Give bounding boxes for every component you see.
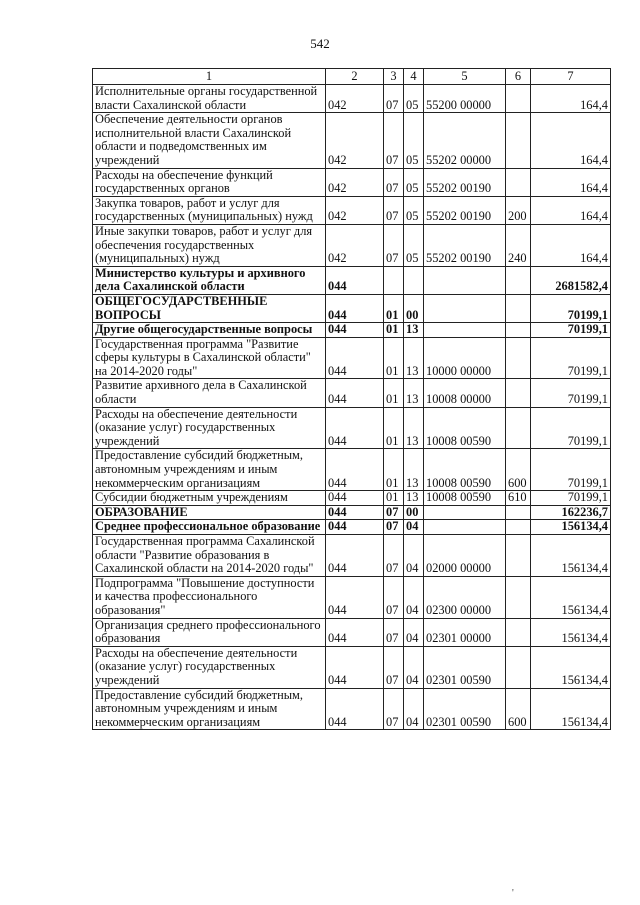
row-vr-cell xyxy=(506,113,531,168)
col-header-sum: 7 xyxy=(531,69,611,85)
row-ved-cell: 044 xyxy=(326,646,384,688)
table-row xyxy=(93,113,611,168)
row-pr-cell: 05 xyxy=(404,85,424,113)
row-ved-cell: 042 xyxy=(326,224,384,266)
row-name-cell: ОБЩЕГОСУДАРСТВЕННЫЕ ВОПРОСЫ xyxy=(93,294,326,322)
row-csr-cell: 02000 00000 xyxy=(424,535,506,577)
col-header-pr: 4 xyxy=(404,69,424,85)
table-row xyxy=(93,294,611,322)
table-row xyxy=(93,505,611,520)
row-pr-cell: 13 xyxy=(404,407,424,449)
row-sum-cell: 162236,7 xyxy=(531,505,611,520)
row-pr-cell xyxy=(404,266,424,294)
scan-mark: ' xyxy=(512,888,514,899)
row-rz-cell xyxy=(384,266,404,294)
row-sum-cell: 164,4 xyxy=(531,113,611,168)
row-sum-cell: 164,4 xyxy=(531,168,611,196)
row-sum-cell: 70199,1 xyxy=(531,407,611,449)
row-sum-cell: 164,4 xyxy=(531,224,611,266)
row-name-cell: Закупка товаров, работ и услуг для государственных (муниципальных) нужд xyxy=(93,196,326,224)
row-name-cell: Расходы на обеспечение деятельности (оказание услуг) государственных учреждений xyxy=(93,407,326,449)
row-sum-cell: 2681582,4 xyxy=(531,266,611,294)
row-vr-cell xyxy=(506,618,531,646)
page-number: 542 xyxy=(310,36,330,51)
row-vr-cell: 240 xyxy=(506,224,531,266)
row-pr-cell: 04 xyxy=(404,618,424,646)
row-csr-cell: 10008 00000 xyxy=(424,379,506,407)
row-pr-cell: 00 xyxy=(404,505,424,520)
table-row xyxy=(93,491,611,506)
row-ved-cell: 044 xyxy=(326,576,384,618)
row-sum-cell: 164,4 xyxy=(531,85,611,113)
row-name-cell: Развитие архивного дела в Сахалинской области xyxy=(93,379,326,407)
row-csr-cell: 02301 00590 xyxy=(424,688,506,730)
row-vr-cell xyxy=(506,168,531,196)
row-name-cell: Исполнительные органы государственной власти Сахалинской области xyxy=(93,85,326,113)
row-ved-cell: 042 xyxy=(326,85,384,113)
row-pr-cell: 04 xyxy=(404,535,424,577)
row-vr-cell xyxy=(506,520,531,535)
row-rz-cell: 01 xyxy=(384,337,404,379)
table-row xyxy=(93,85,611,113)
row-csr-cell: 02301 00000 xyxy=(424,618,506,646)
row-sum-cell: 156134,4 xyxy=(531,576,611,618)
row-name-cell: Государственная программа "Развитие сферы культуры в Сахалинской области" на 2014-2020 годы" xyxy=(93,337,326,379)
row-rz-cell: 07 xyxy=(384,535,404,577)
row-csr-cell xyxy=(424,505,506,520)
row-sum-cell: 70199,1 xyxy=(531,294,611,322)
row-name-cell: Министерство культуры и архивного дела Сахалинской области xyxy=(93,266,326,294)
row-pr-cell: 04 xyxy=(404,688,424,730)
row-rz-cell: 07 xyxy=(384,113,404,168)
col-header-vr: 6 xyxy=(506,69,531,85)
row-vr-cell xyxy=(506,505,531,520)
row-pr-cell: 13 xyxy=(404,449,424,491)
row-sum-cell: 70199,1 xyxy=(531,449,611,491)
row-csr-cell: 10008 00590 xyxy=(424,449,506,491)
row-csr-cell: 55202 00190 xyxy=(424,168,506,196)
row-rz-cell: 01 xyxy=(384,323,404,338)
row-vr-cell: 610 xyxy=(506,491,531,506)
row-name-cell: Расходы на обеспечение деятельности (оказание услуг) государственных учреждений xyxy=(93,646,326,688)
row-ved-cell: 044 xyxy=(326,535,384,577)
row-rz-cell: 07 xyxy=(384,520,404,535)
row-ved-cell: 044 xyxy=(326,505,384,520)
row-csr-cell: 55202 00000 xyxy=(424,113,506,168)
col-header-name: 1 xyxy=(93,69,326,85)
row-rz-cell: 01 xyxy=(384,449,404,491)
row-name-cell: Предоставление субсидий бюджетным, автономным учреждениям и иным некоммерческим организациям xyxy=(93,688,326,730)
row-ved-cell: 044 xyxy=(326,407,384,449)
table-row xyxy=(93,224,611,266)
budget-table xyxy=(92,68,611,730)
row-pr-cell: 13 xyxy=(404,491,424,506)
row-vr-cell xyxy=(506,576,531,618)
row-vr-cell xyxy=(506,646,531,688)
row-csr-cell: 02300 00000 xyxy=(424,576,506,618)
row-rz-cell: 07 xyxy=(384,688,404,730)
row-name-cell: Обеспечение деятельности органов исполнительной власти Сахалинской области и подведомственных им учреждений xyxy=(93,113,326,168)
row-name-cell: Подпрограмма "Повышение доступности и качества профессионального образования" xyxy=(93,576,326,618)
table-row xyxy=(93,618,611,646)
table-header-row xyxy=(93,69,611,85)
row-name-cell: Государственная программа Сахалинской области "Развитие образования в Сахалинской области на 2014-2020 годы" xyxy=(93,535,326,577)
row-name-cell: Предоставление субсидий бюджетным, автономным учреждениям и иным некоммерческим организациям xyxy=(93,449,326,491)
row-ved-cell: 042 xyxy=(326,113,384,168)
row-sum-cell: 156134,4 xyxy=(531,646,611,688)
row-csr-cell xyxy=(424,323,506,338)
row-ved-cell: 044 xyxy=(326,294,384,322)
row-pr-cell: 13 xyxy=(404,337,424,379)
row-ved-cell: 042 xyxy=(326,196,384,224)
row-sum-cell: 70199,1 xyxy=(531,491,611,506)
col-header-ved: 2 xyxy=(326,69,384,85)
row-pr-cell: 05 xyxy=(404,113,424,168)
row-ved-cell: 044 xyxy=(326,449,384,491)
row-csr-cell xyxy=(424,294,506,322)
table-row xyxy=(93,196,611,224)
table-row xyxy=(93,576,611,618)
row-sum-cell: 156134,4 xyxy=(531,688,611,730)
row-vr-cell xyxy=(506,379,531,407)
row-rz-cell: 07 xyxy=(384,576,404,618)
row-pr-cell: 13 xyxy=(404,323,424,338)
row-name-cell: ОБРАЗОВАНИЕ xyxy=(93,505,326,520)
row-ved-cell: 044 xyxy=(326,379,384,407)
row-name-cell: Расходы на обеспечение функций государственных органов xyxy=(93,168,326,196)
row-vr-cell xyxy=(506,85,531,113)
row-vr-cell xyxy=(506,323,531,338)
row-vr-cell: 600 xyxy=(506,688,531,730)
row-rz-cell: 07 xyxy=(384,224,404,266)
col-header-rz: 3 xyxy=(384,69,404,85)
row-vr-cell xyxy=(506,535,531,577)
row-rz-cell: 07 xyxy=(384,646,404,688)
row-pr-cell: 04 xyxy=(404,520,424,535)
table-row xyxy=(93,407,611,449)
row-vr-cell xyxy=(506,337,531,379)
row-sum-cell: 156134,4 xyxy=(531,520,611,535)
row-vr-cell xyxy=(506,266,531,294)
row-sum-cell: 70199,1 xyxy=(531,337,611,379)
row-ved-cell: 042 xyxy=(326,168,384,196)
row-ved-cell: 044 xyxy=(326,688,384,730)
row-sum-cell: 70199,1 xyxy=(531,323,611,338)
row-ved-cell: 044 xyxy=(326,266,384,294)
row-name-cell: Организация среднего профессионального образования xyxy=(93,618,326,646)
col-header-csr: 5 xyxy=(424,69,506,85)
row-sum-cell: 156134,4 xyxy=(531,618,611,646)
table-row xyxy=(93,646,611,688)
table-row xyxy=(93,379,611,407)
row-rz-cell: 07 xyxy=(384,168,404,196)
row-csr-cell: 10008 00590 xyxy=(424,491,506,506)
row-name-cell: Другие общегосударственные вопросы xyxy=(93,323,326,338)
row-csr-cell xyxy=(424,266,506,294)
row-vr-cell xyxy=(506,294,531,322)
row-rz-cell: 07 xyxy=(384,618,404,646)
row-csr-cell: 10008 00590 xyxy=(424,407,506,449)
table-row xyxy=(93,337,611,379)
row-pr-cell: 05 xyxy=(404,168,424,196)
row-vr-cell xyxy=(506,407,531,449)
table-row xyxy=(93,449,611,491)
row-pr-cell: 05 xyxy=(404,224,424,266)
table-row xyxy=(93,688,611,730)
row-pr-cell: 13 xyxy=(404,379,424,407)
row-pr-cell: 04 xyxy=(404,646,424,688)
table-row xyxy=(93,323,611,338)
row-ved-cell: 044 xyxy=(326,520,384,535)
row-rz-cell: 07 xyxy=(384,85,404,113)
row-ved-cell: 044 xyxy=(326,337,384,379)
row-csr-cell: 10000 00000 xyxy=(424,337,506,379)
row-rz-cell: 01 xyxy=(384,379,404,407)
row-ved-cell: 044 xyxy=(326,618,384,646)
row-ved-cell: 044 xyxy=(326,491,384,506)
row-ved-cell: 044 xyxy=(326,323,384,338)
table-row xyxy=(93,168,611,196)
row-rz-cell: 01 xyxy=(384,491,404,506)
row-rz-cell: 07 xyxy=(384,196,404,224)
table-row xyxy=(93,520,611,535)
row-rz-cell: 01 xyxy=(384,407,404,449)
row-pr-cell: 00 xyxy=(404,294,424,322)
row-vr-cell: 200 xyxy=(506,196,531,224)
row-name-cell: Среднее профессиональное образование xyxy=(93,520,326,535)
row-sum-cell: 70199,1 xyxy=(531,379,611,407)
row-csr-cell: 55202 00190 xyxy=(424,224,506,266)
row-rz-cell: 07 xyxy=(384,505,404,520)
row-sum-cell: 156134,4 xyxy=(531,535,611,577)
row-name-cell: Субсидии бюджетным учреждениям xyxy=(93,491,326,506)
table-row xyxy=(93,535,611,577)
row-csr-cell xyxy=(424,520,506,535)
row-rz-cell: 01 xyxy=(384,294,404,322)
row-csr-cell: 55200 00000 xyxy=(424,85,506,113)
row-csr-cell: 55202 00190 xyxy=(424,196,506,224)
table-row xyxy=(93,266,611,294)
row-vr-cell: 600 xyxy=(506,449,531,491)
row-name-cell: Иные закупки товаров, работ и услуг для обеспечения государственных (муниципальных) нужд xyxy=(93,224,326,266)
row-pr-cell: 05 xyxy=(404,196,424,224)
row-pr-cell: 04 xyxy=(404,576,424,618)
row-csr-cell: 02301 00590 xyxy=(424,646,506,688)
row-sum-cell: 164,4 xyxy=(531,196,611,224)
